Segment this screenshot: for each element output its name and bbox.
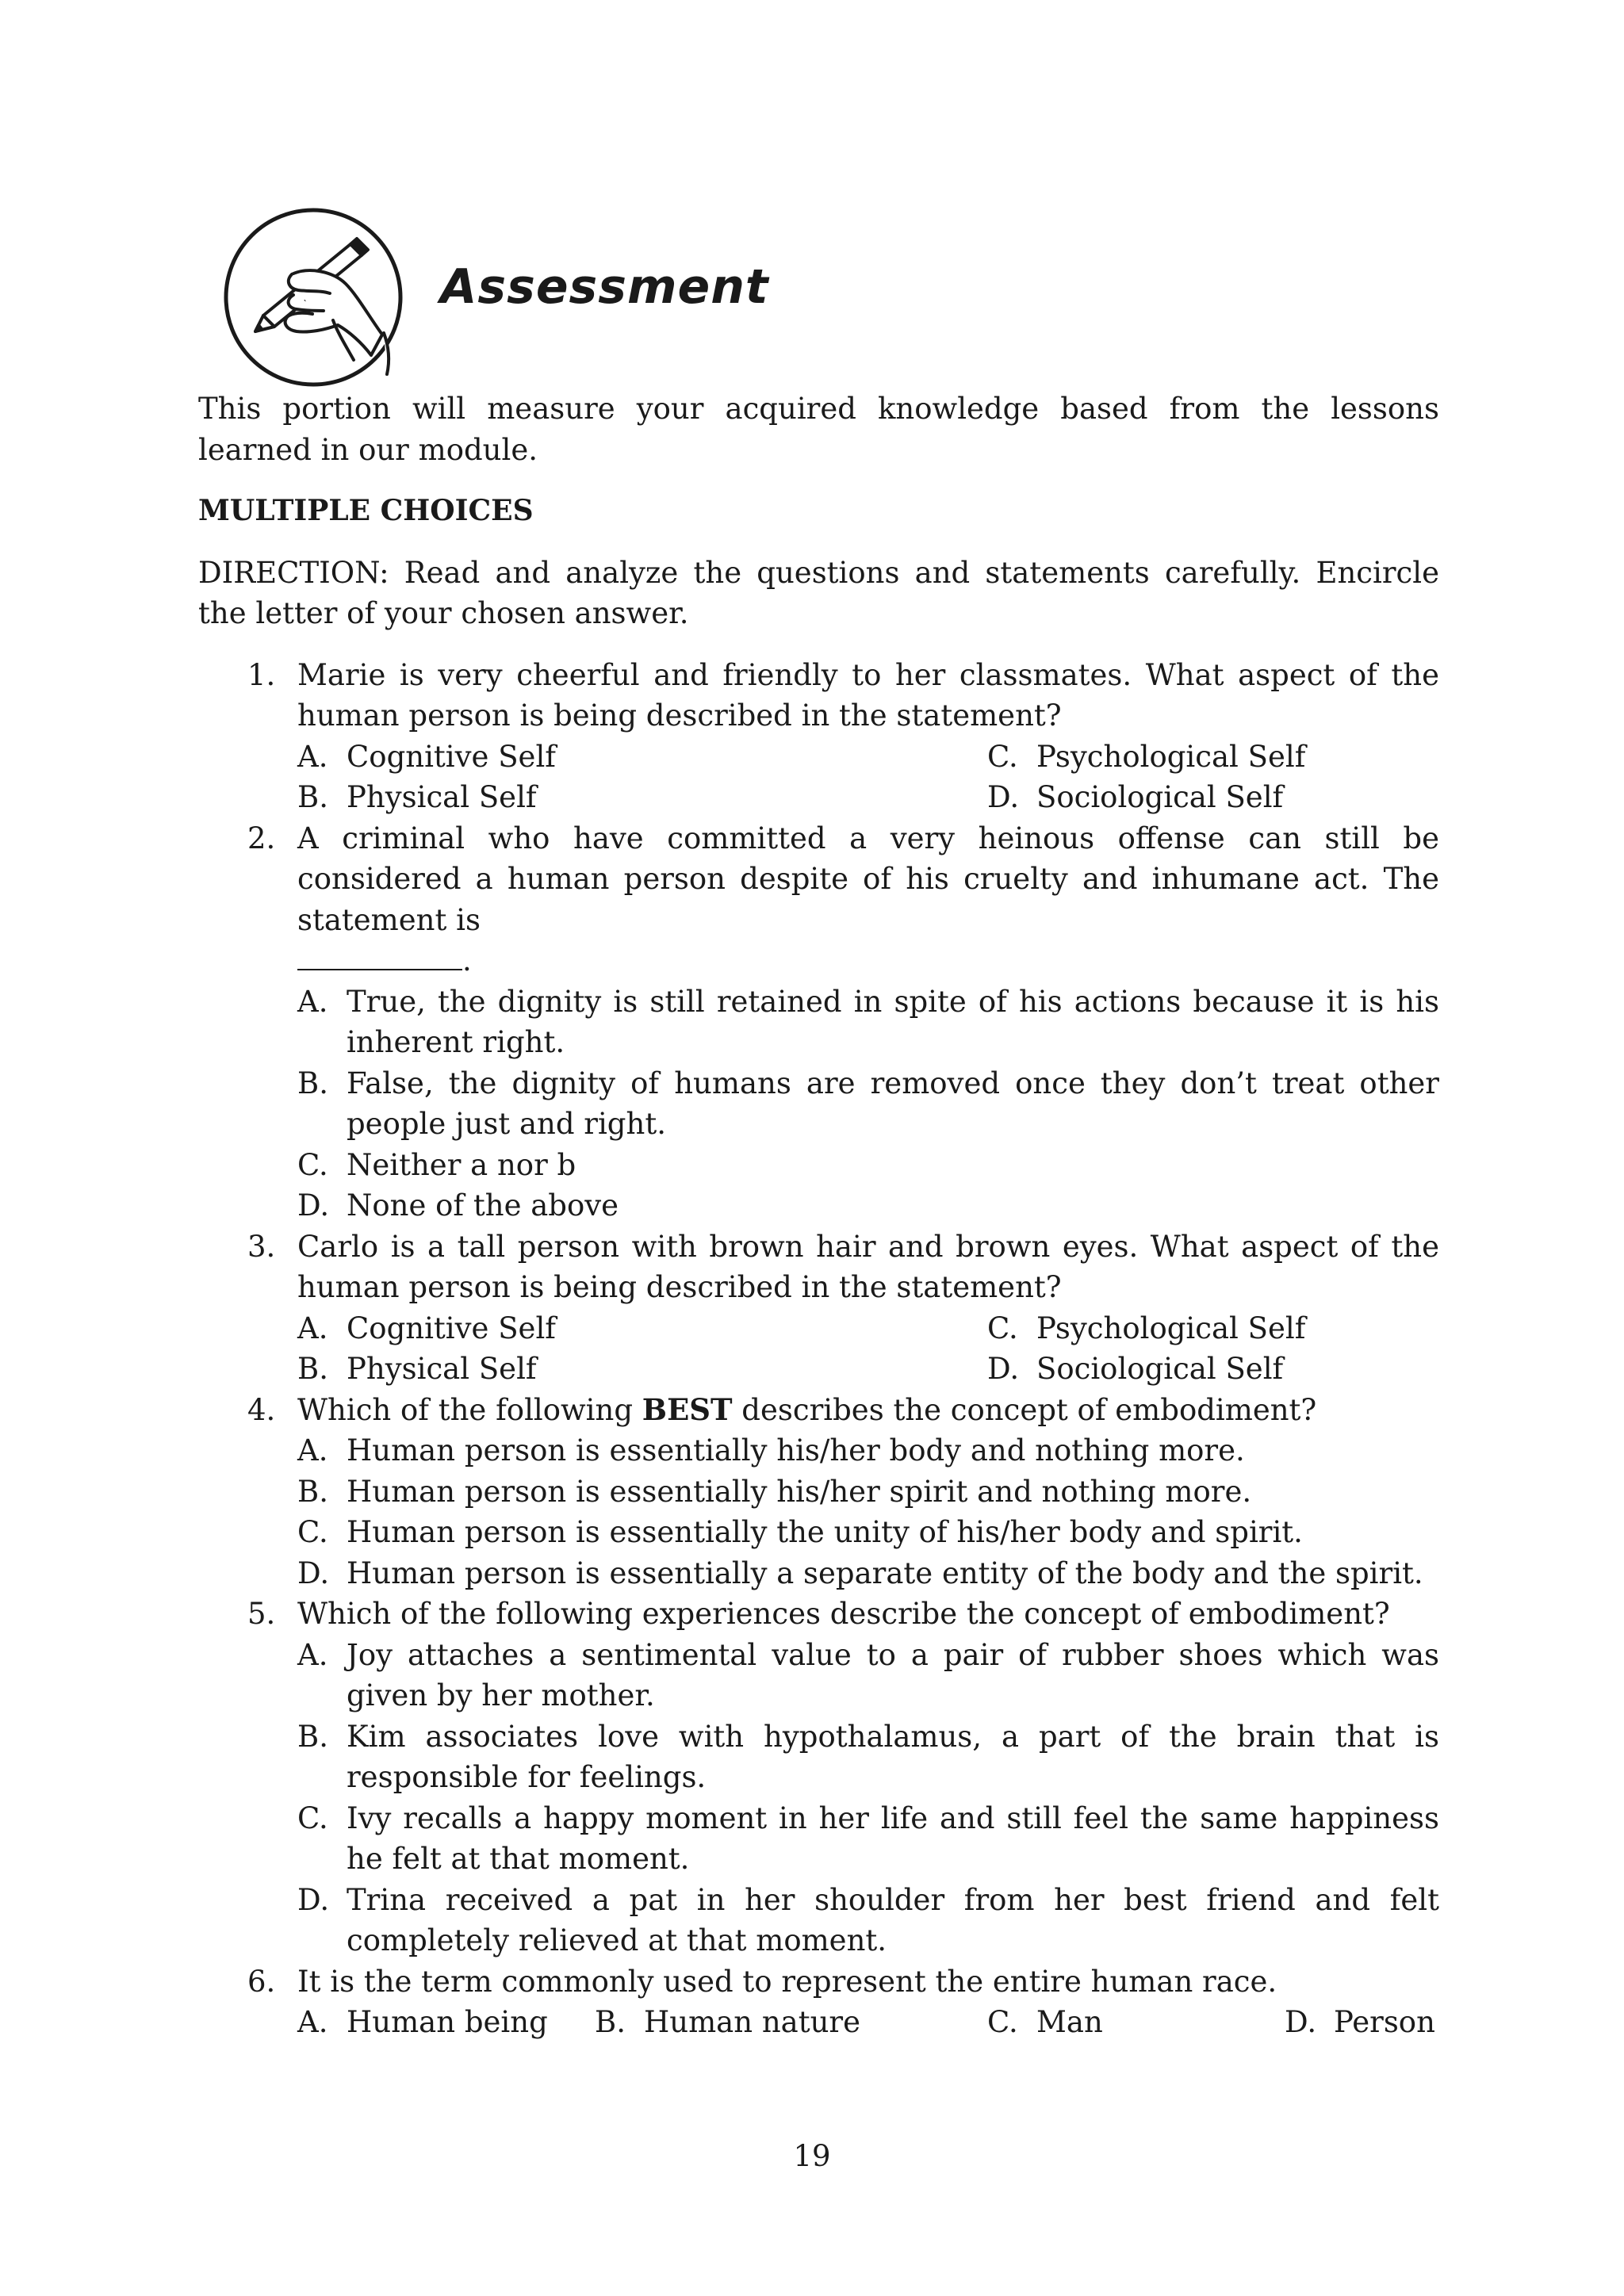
question-3 — [198, 1226, 1439, 1390]
option-a[interactable]: A. Cognitive Self — [297, 739, 556, 774]
option-c[interactable]: C. Psychological Self — [987, 739, 1306, 774]
option-a[interactable]: A. True, the dignity is still retained in spite of his actions because it is his inherent right. — [297, 984, 1439, 1059]
option-a[interactable]: A. Joy attaches a sentimental value to a pair of rubber shoes which was given by her mother. — [297, 1637, 1439, 1712]
question-4 — [198, 1390, 1439, 1594]
option-b[interactable]: B. Human nature — [595, 2005, 861, 2039]
question-text: Carlo is a tall person with brown hair and brown eyes. What aspect of the human person is being described in the statement? — [297, 1229, 1439, 1304]
question-number: 1. — [247, 657, 276, 692]
page-number: 19 — [793, 2139, 831, 2173]
question-number: 6. — [247, 1964, 276, 1999]
question-6 — [198, 1961, 1439, 2043]
assessment-content — [198, 388, 1439, 2043]
option-b[interactable]: B. Physical Self — [297, 1352, 537, 1386]
option-a[interactable]: A. Human person is essentially his/her body and nothing more. — [297, 1433, 1245, 1468]
question-1 — [198, 655, 1439, 818]
option-b[interactable]: B. Physical Self — [297, 780, 537, 814]
section-heading: MULTIPLE CHOICES — [198, 494, 534, 527]
option-d[interactable]: D. Trina received a pat in her shoulder from her best friend and felt completely relieved at that moment. — [297, 1882, 1439, 1957]
option-b[interactable]: B. Kim associates love with hypothalamus, a part of the brain that is responsible for feelings. — [297, 1719, 1439, 1794]
option-c[interactable]: C. Human person is essentially the unity of his/her body and spirit. — [297, 1515, 1303, 1549]
option-d[interactable]: D. Person — [1285, 2005, 1435, 2039]
option-a[interactable]: A. Cognitive Self — [297, 1311, 556, 1345]
option-c[interactable]: C. Man — [987, 2005, 1103, 2039]
option-d[interactable]: D. Human person is essentially a separate entity of the body and the spirit. — [297, 1556, 1423, 1590]
question-2 — [198, 818, 1439, 1226]
hand-writing-pencil-icon — [214, 198, 412, 396]
option-c[interactable]: C. Ivy recalls a happy moment in her life and still feel the same happiness he felt at that moment. — [297, 1800, 1439, 1876]
intro-paragraph: This portion will measure your acquired knowledge based from the lessons learned in our module. — [198, 392, 1439, 467]
option-d[interactable]: D. None of the above — [297, 1188, 619, 1223]
question-number: 4. — [247, 1392, 276, 1427]
answer-blank — [297, 945, 462, 970]
question-number: 2. — [247, 821, 276, 855]
option-d[interactable]: D. Sociological Self — [987, 780, 1284, 814]
option-d[interactable]: D. Sociological Self — [987, 1352, 1284, 1386]
option-b[interactable]: B. Human person is essentially his/her spirit and nothing more. — [297, 1474, 1252, 1509]
question-5 — [198, 1594, 1439, 1961]
question-text: It is the term commonly used to represent the entire human race. — [297, 1964, 1277, 1999]
question-number: 3. — [247, 1229, 276, 1264]
question-text: Which of the following experiences describe the concept of embodiment? — [297, 1597, 1390, 1631]
option-c[interactable]: C. Psychological Self — [987, 1311, 1306, 1345]
page-title: Assessment — [440, 259, 769, 315]
emphasis-best: BEST — [642, 1391, 733, 1427]
option-a[interactable]: A. Human being — [297, 2005, 548, 2039]
option-b[interactable]: B. False, the dignity of humans are removed once they don’t treat other people just and right. — [297, 1066, 1439, 1141]
direction-paragraph: DIRECTION: Read and analyze the questions and statements carefully. Encircle the letter of your chosen answer. — [198, 555, 1439, 630]
question-text: A criminal who have committed a very heinous offense can still be considered a human person despite of his cruelty and inhumane act. The statement is . — [297, 821, 1439, 978]
assessment-header — [214, 198, 1166, 396]
option-c[interactable]: C. Neither a nor b — [297, 1147, 576, 1182]
question-text: Which of the following BEST describes the concept of embodiment? — [297, 1391, 1317, 1427]
question-text: Marie is very cheerful and friendly to her classmates. What aspect of the human person is being described in the statement? — [297, 657, 1439, 733]
question-number: 5. — [247, 1597, 276, 1631]
